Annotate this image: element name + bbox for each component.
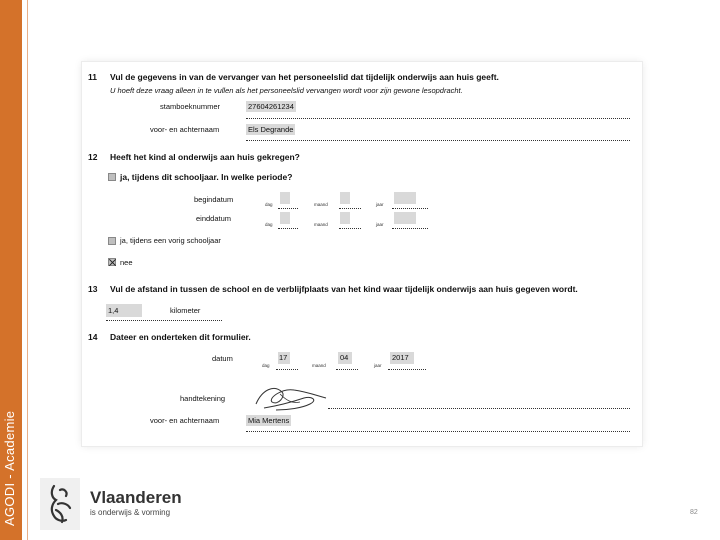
q12-option-2-label: ja, tijdens een vorig schooljaar (120, 236, 221, 245)
q12-eind-jaar-line (392, 228, 428, 229)
q14-datum-label: datum (212, 354, 233, 363)
page-number: 82 (690, 509, 698, 516)
q12-begin-jaar-field[interactable] (394, 192, 416, 204)
lion-icon (40, 478, 80, 530)
q14-dag-line (276, 369, 298, 370)
q12-eind-jaar-label: jaar (376, 222, 384, 227)
q14-maand-line (336, 369, 358, 370)
q12-option-1-label: ja, tijdens dit schooljaar. In welke periode? (120, 172, 293, 182)
q12-begin-dag-line (278, 208, 298, 209)
q12-begindatum-label: begindatum (194, 195, 234, 204)
vlaanderen-logo (40, 478, 180, 530)
q12-eind-jaar-field[interactable] (394, 212, 416, 224)
q11-stamboek-line (246, 118, 630, 119)
q12-begin-maand-label: maand (314, 202, 328, 207)
q14-naam-field[interactable]: Mia Mertens (248, 416, 290, 425)
q11-stamboek-field[interactable]: 27604261234 (248, 102, 294, 111)
q14-maand-label: maand (312, 363, 326, 368)
q14-jaar-line (388, 369, 426, 370)
q11-naam-label: voor- en achternaam (150, 125, 220, 134)
q13-number: 13 (88, 284, 98, 294)
q14-naam-line (246, 431, 630, 432)
q12-title: Heeft het kind al onderwijs aan huis gekregen? (110, 152, 300, 162)
q12-option-1-checkbox[interactable] (108, 173, 116, 181)
q13-afstand-line (106, 320, 222, 321)
q12-option-2-checkbox[interactable] (108, 237, 116, 245)
q12-option-3-checkbox[interactable] (108, 258, 116, 266)
q14-number: 14 (88, 332, 98, 342)
q12-begin-jaar-line (392, 208, 428, 209)
q11-title: Vul de gegevens in van de vervanger van het personeelslid dat tijdelijk onderwijs aan huis geeft. (110, 72, 499, 82)
q14-naam-label: voor- en achternaam (150, 416, 220, 425)
q14-jaar-value: 2017 (392, 353, 409, 362)
q12-begin-maand-line (339, 208, 361, 209)
sidebar-label: AGODI - Academie (2, 410, 17, 526)
q11-stamboek-label: stamboeknummer (160, 102, 221, 111)
q12-eind-maand-field[interactable] (340, 212, 350, 224)
logo-subtitle: is onderwijs & vorming (90, 508, 171, 517)
q14-dag-value: 17 (279, 353, 288, 362)
q12-eind-dag-label: dag (265, 222, 273, 227)
q14-dag-label: dag (262, 363, 270, 368)
q12-option-3-label: nee (120, 258, 133, 267)
q12-begin-dag-field[interactable] (280, 192, 290, 204)
q12-begin-dag-label: dag (265, 202, 273, 207)
q13-title: Vul de afstand in tussen de school en de verblijfplaats van het kind waar tijdelijk onderwijs aan huis gegeven wordt. (110, 284, 578, 294)
q11-number: 11 (88, 72, 97, 82)
signature-image (252, 380, 332, 414)
q13-afstand-value: 1,4 (108, 306, 119, 315)
form-page (82, 62, 642, 446)
q14-maand-value: 04 (340, 353, 349, 362)
q11-naam-line (246, 140, 630, 141)
q12-eind-maand-label: maand (314, 222, 328, 227)
q12-eind-maand-line (339, 228, 361, 229)
q12-begin-maand-field[interactable] (340, 192, 350, 204)
q11-subtitle: U hoeft deze vraag alleen in te vullen als het personeelslid vervangen wordt voor zijn gewone lesopdracht. (110, 86, 463, 95)
q12-eind-dag-field[interactable] (280, 212, 290, 224)
q14-handtekening-label: handtekening (180, 394, 226, 403)
q14-jaar-label: jaar (374, 363, 382, 368)
q14-handtekening-line (328, 408, 630, 409)
q11-naam-field[interactable]: Els Degrande (248, 125, 294, 134)
side-divider (27, 0, 28, 540)
q12-eind-dag-line (278, 228, 298, 229)
logo-title: Vlaanderen (90, 488, 182, 507)
q12-einddatum-label: einddatum (196, 214, 232, 223)
q12-begin-jaar-label: jaar (376, 202, 384, 207)
q12-number: 12 (88, 152, 98, 162)
q14-title: Dateer en onderteken dit formulier. (110, 332, 251, 342)
q13-unit-label: kilometer (170, 306, 201, 315)
